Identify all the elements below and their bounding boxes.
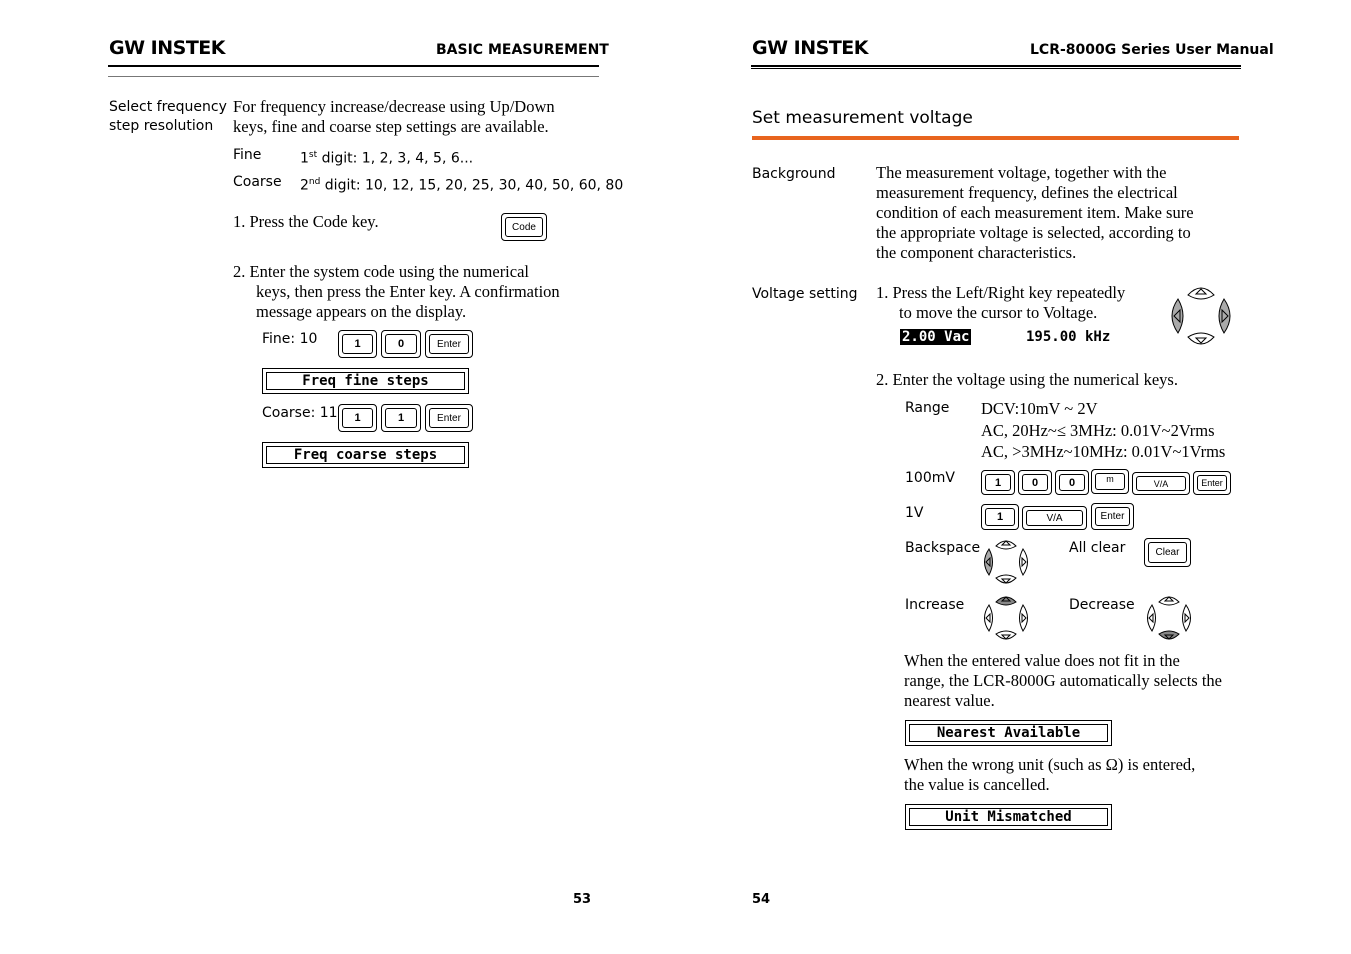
header-rule <box>108 65 599 67</box>
arrow-keypad-left-right-icon <box>1166 283 1236 349</box>
step-2: 2. Enter the system code using the numerical keys, then press the Enter key. A confirmation message appears on the display. <box>233 262 560 321</box>
coarse-example-label: Coarse: 11 <box>262 405 338 421</box>
page-number: 54 <box>752 892 771 907</box>
page-header: LCR-8000G Series User Manual <box>1030 42 1274 58</box>
page-header: BASIC MEASUREMENT <box>436 42 609 58</box>
arrow-keypad-left-icon <box>980 537 1032 587</box>
key-0: 0 <box>381 330 421 358</box>
key-0: 0 <box>1018 470 1052 495</box>
intro-text: For frequency increase/decrease using Up/Down keys, fine and coarse step settings are available. <box>233 97 555 136</box>
example-1v-label: 1V <box>905 505 924 521</box>
display-voltage: 2.00 Vac <box>902 329 970 345</box>
all-clear-label: All clear <box>1069 540 1126 556</box>
background-text: The measurement voltage, together with the measurement frequency, defines the electrical condition of each measurement item. Make sure the appropriate voltage is selected, according to the component characteristics. <box>876 163 1194 262</box>
key-0: 0 <box>1055 470 1089 495</box>
range-values: DCV:10mV ~ 2V AC, 20Hz~≤ 3MHz: 0.01V~2Vrms AC, >3MHz~10MHz: 0.01V~1Vrms <box>981 399 1226 461</box>
enter-key: Enter <box>1091 503 1134 530</box>
voltage-setting-label: Voltage setting <box>752 286 858 302</box>
arrow-keypad-down-icon <box>1143 593 1195 643</box>
nearest-value-text: When the entered value does not fit in the range, the LCR-8000G automatically selects the nearest value. <box>904 651 1222 710</box>
key-1: 1 <box>981 504 1019 530</box>
coarse-description: 2nd digit: 10, 12, 15, 20, 25, 30, 40, 50, 60, 80 <box>300 177 624 194</box>
display-frequency: 195.00 kHz <box>1026 329 1111 345</box>
backspace-label: Backspace <box>905 540 981 556</box>
lcd-message-mismatch: Unit Mismatched <box>905 804 1112 830</box>
step-1: 1. Press the Code key. <box>233 212 379 231</box>
lcd-message-coarse: Freq coarse steps <box>262 442 469 468</box>
fine-description: 1st digit: 1, 2, 3, 4, 5, 6... <box>300 150 474 167</box>
enter-key: Enter <box>425 404 473 432</box>
section-title: Set measurement voltage <box>752 108 973 128</box>
fine-label: Fine <box>233 147 262 163</box>
background-label: Background <box>752 166 836 182</box>
code-key: Code <box>501 213 547 241</box>
key-m: m <box>1091 469 1129 494</box>
lcd-message-nearest: Nearest Available <box>905 720 1112 746</box>
page-number: 53 <box>573 892 592 907</box>
key-1: 1 <box>338 330 377 358</box>
header-rule <box>751 65 1241 67</box>
fine-example-label: Fine: 10 <box>262 331 318 347</box>
voltage-step-2: 2. Enter the voltage using the numerical keys. <box>876 370 1178 389</box>
clear-key: Clear <box>1144 538 1191 567</box>
key-1: 1 <box>338 404 377 432</box>
section-label: Select frequency step resolution <box>109 99 227 134</box>
gw-instek-logo: GW INSTEK <box>109 37 225 59</box>
arrow-keypad-up-icon <box>980 593 1032 643</box>
coarse-label: Coarse <box>233 174 282 190</box>
wrong-unit-text: When the wrong unit (such as Ω) is entered, the value is cancelled. <box>904 755 1196 794</box>
increase-label: Increase <box>905 597 965 613</box>
range-label: Range <box>905 400 950 416</box>
gw-instek-logo: GW INSTEK <box>752 37 868 59</box>
enter-key: Enter <box>1193 471 1231 495</box>
key-1: 1 <box>981 470 1015 495</box>
key-1: 1 <box>381 404 421 432</box>
section-title-rule <box>752 136 1239 140</box>
header-rule-thin <box>751 68 1241 69</box>
enter-key: Enter <box>425 330 473 358</box>
voltage-step-1: 1. Press the Left/Right key repeatedly to move the cursor to Voltage. <box>876 283 1126 322</box>
example-100mv-label: 100mV <box>905 470 955 486</box>
lcd-message-fine: Freq fine steps <box>262 368 469 394</box>
key-va: V/A <box>1022 506 1087 530</box>
key-va: V/A <box>1132 472 1190 495</box>
header-rule-thin <box>108 76 599 77</box>
decrease-label: Decrease <box>1069 597 1135 613</box>
